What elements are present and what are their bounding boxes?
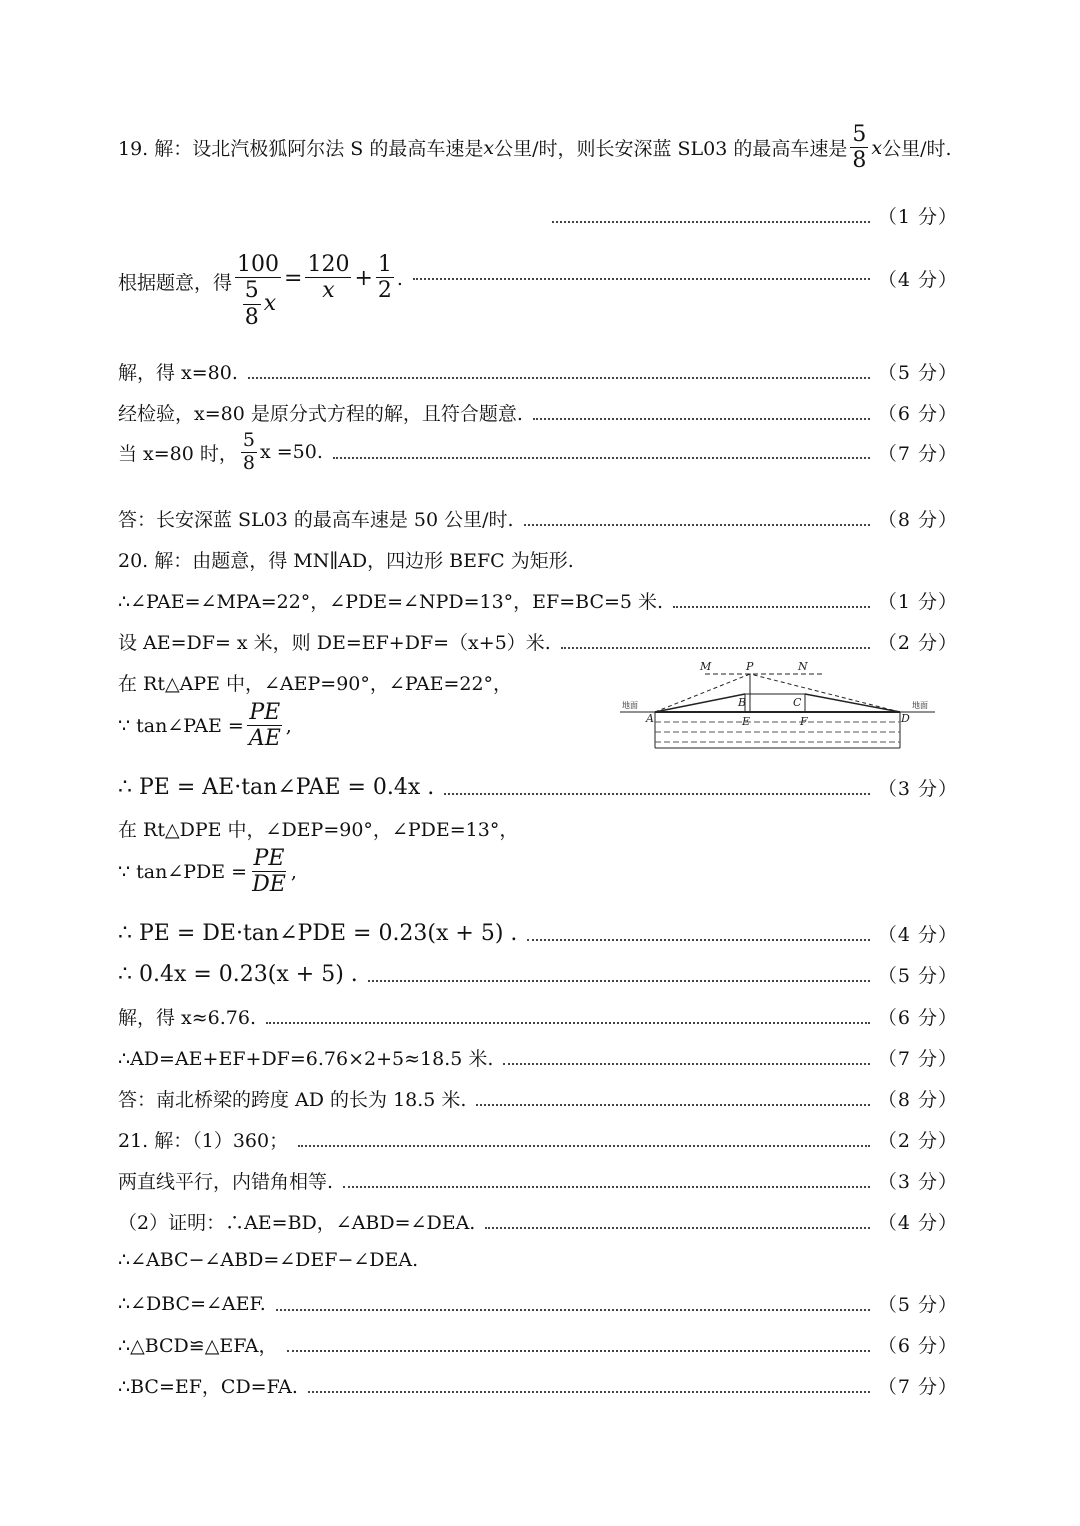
q21-line1	[118, 1126, 958, 1153]
fraction-5-8	[241, 430, 257, 475]
frac-120-over-x	[305, 252, 351, 304]
score: （1 分）	[877, 591, 958, 613]
label-n: N	[798, 660, 808, 673]
bridge-figure	[620, 656, 935, 756]
q20-line11	[118, 1003, 958, 1030]
fraction-pe-ae	[247, 700, 283, 752]
step-text: ∴ PE = DE·tan∠PDE = 0.23(x + 5) .	[118, 921, 518, 946]
inner-denominator: 8	[244, 304, 259, 330]
step-text: ∴∠PAE=∠MPA=22°，∠PDE=∠NPD=13°，EF=BC=5 米.	[118, 591, 664, 613]
dot-leader	[444, 793, 870, 795]
dot-leader	[298, 1145, 870, 1147]
score: （8 分）	[877, 509, 958, 531]
score: （4 分）	[877, 269, 958, 292]
label-f: F	[800, 715, 808, 728]
fraction-numerator: 5	[242, 429, 255, 451]
q20-line5	[118, 700, 292, 752]
score: （5 分）	[877, 362, 958, 384]
step-text: ∴△BCD≌△EFA，	[118, 1335, 278, 1357]
period: .	[396, 268, 403, 290]
score: （7 分）	[877, 1048, 958, 1070]
dot-leader	[308, 1391, 870, 1393]
step-text: （2）证明：∴AE=BD，∠ABD=∠DEA.	[118, 1212, 476, 1234]
q21-line2	[118, 1167, 958, 1194]
q20-line12	[118, 1044, 958, 1071]
q20-line13	[118, 1085, 958, 1112]
denominator-2: 2	[377, 278, 392, 304]
frac-100-over-5-8x	[235, 252, 281, 330]
denominator-5-8x	[238, 278, 278, 330]
step-text: 在 Rt△APE 中，∠AEP=90°，∠PAE=22°，	[118, 673, 513, 695]
q19-var-x2: x	[871, 136, 883, 159]
tan-expression: ∵ tan∠PDE =	[118, 860, 248, 883]
score: （5 分）	[877, 1294, 958, 1316]
fraction-numerator: 5	[852, 122, 867, 147]
q19-line3	[118, 358, 958, 385]
q20-line8	[118, 846, 297, 898]
q19-line4	[118, 399, 958, 426]
fraction-denominator: 8	[242, 451, 255, 474]
dot-leader	[276, 1309, 870, 1311]
label-b: B	[738, 696, 747, 709]
step-text-b: x =50.	[260, 441, 323, 464]
inner-numerator: 5	[244, 278, 259, 304]
step-text: ∴BC=EF，CD=FA.	[118, 1376, 298, 1398]
q20-line2	[118, 587, 958, 614]
score: （4 分）	[877, 924, 958, 946]
step-text: 经检验，x=80 是原分式方程的解，且符合题意.	[118, 403, 523, 425]
q21-line6	[118, 1331, 958, 1358]
step-text: 解，得 x≈6.76.	[118, 1007, 257, 1029]
step-text: ∴∠ABC−∠ABD=∠DEF−∠DEA.	[118, 1249, 419, 1271]
frac-1-2	[376, 252, 394, 304]
dot-leader	[485, 1227, 870, 1229]
label-e: E	[742, 715, 751, 728]
label-d: D	[901, 712, 910, 725]
fraction-denominator: 8	[852, 148, 867, 174]
label-a: A	[646, 712, 654, 725]
answer-text: 答：长安深蓝 SL03 的最高车速是 50 公里/时.	[118, 509, 514, 531]
q19-equation-line	[118, 252, 958, 330]
numerator-1: 1	[377, 252, 392, 277]
q20-line1	[118, 546, 574, 573]
label-c: C	[793, 696, 802, 709]
step-text: 在 Rt△DPE 中，∠DEP=90°，∠PDE=13°，	[118, 819, 519, 841]
q20-line4	[118, 669, 512, 696]
q19-fraction-5-8	[850, 122, 868, 174]
step-text: 两直线平行，内错角相等.	[118, 1171, 334, 1193]
dot-leader	[248, 377, 870, 379]
inner-fraction	[243, 278, 261, 330]
dot-leader	[561, 647, 870, 649]
score: （1 分）	[877, 206, 958, 228]
step-text: 设 AE=DF= x 米，则 DE=EF+DF=（x+5）米.	[118, 632, 551, 654]
q19-var-x: x	[483, 136, 495, 159]
q19-text-a: 19. 解：设北汽极狐阿尔法 S 的最高车速是	[118, 138, 484, 161]
step-text-a: 当 x=80 时，	[118, 442, 238, 465]
score: （6 分）	[877, 1335, 958, 1357]
dot-leader	[413, 278, 870, 280]
comma: ,	[290, 860, 297, 883]
inner-var-x: x	[263, 291, 277, 317]
label-ground-left: 地面	[622, 701, 638, 710]
dot-leader	[476, 1104, 869, 1106]
dot-leader	[287, 1350, 869, 1352]
q19-equation	[118, 252, 403, 330]
q19-text-b: 公里/时，则长安深蓝 SL03 的最高车速是	[494, 138, 848, 161]
dot-leader	[333, 457, 870, 459]
score: （7 分）	[877, 442, 958, 465]
fraction-denominator: DE	[252, 872, 286, 898]
q20-line9	[118, 920, 958, 947]
score: （5 分）	[877, 965, 958, 987]
label-ground-right: 地面	[912, 701, 928, 710]
q20-line10	[118, 961, 958, 988]
q21-line5	[118, 1290, 958, 1317]
dot-leader	[552, 221, 870, 223]
equation-intro: 根据题意，得	[118, 272, 233, 294]
step-text: ∴ 0.4x = 0.23(x + 5) .	[118, 962, 358, 987]
score: （2 分）	[877, 1130, 958, 1152]
numerator-120: 120	[307, 252, 350, 277]
fraction-numerator: PE	[249, 700, 281, 725]
dot-leader	[368, 980, 870, 982]
q20-line6	[118, 774, 958, 801]
label-m: M	[700, 660, 712, 673]
fraction-numerator: PE	[253, 846, 285, 871]
plus-sign: +	[354, 266, 373, 291]
q19-text-c: 公里/时.	[882, 138, 952, 161]
label-p: P	[746, 660, 754, 673]
q19-line1	[118, 122, 952, 174]
q19-line5	[118, 430, 958, 475]
score: （3 分）	[877, 778, 958, 800]
step-text: 解，得 x=80.	[118, 362, 238, 384]
q19-score1-line	[552, 202, 958, 229]
dot-leader	[266, 1022, 870, 1024]
dot-leader	[527, 939, 869, 941]
q21-line7	[118, 1372, 958, 1399]
dot-leader	[503, 1063, 869, 1065]
step-text	[118, 430, 323, 475]
fraction-denominator: AE	[248, 726, 281, 752]
step-text: 20. 解：由题意，得 MN∥AD，四边形 BEFC 为矩形.	[118, 550, 574, 572]
dot-leader	[533, 418, 870, 420]
comma: ,	[285, 714, 292, 737]
score: （6 分）	[877, 1007, 958, 1029]
q21-line3	[118, 1208, 958, 1235]
q20-line7	[118, 815, 518, 842]
score: （3 分）	[877, 1171, 958, 1193]
score: （6 分）	[877, 403, 958, 425]
dot-leader	[343, 1186, 870, 1188]
score: （2 分）	[877, 632, 958, 654]
q19-line6	[118, 505, 958, 532]
bridge-diagram	[620, 656, 935, 756]
answer-text: 答：南北桥梁的跨度 AD 的长为 18.5 米.	[118, 1089, 467, 1111]
fraction-pe-de	[250, 846, 288, 898]
score: （4 分）	[877, 1212, 958, 1234]
step-text: ∴AD=AE+EF+DF=6.76×2+5≈18.5 米.	[118, 1048, 494, 1070]
step-text: 21. 解：（1）360；	[118, 1130, 289, 1152]
equals-sign: =	[284, 266, 303, 291]
score: （8 分）	[877, 1089, 958, 1111]
tan-expression: ∵ tan∠PAE =	[118, 714, 244, 737]
q20-line3	[118, 628, 958, 655]
denominator-x: x	[322, 278, 335, 304]
dot-leader	[524, 524, 870, 526]
score: （7 分）	[877, 1376, 958, 1398]
dot-leader	[673, 606, 870, 608]
q21-line4	[118, 1249, 418, 1271]
step-text: ∴ PE = AE·tan∠PAE = 0.4x .	[118, 775, 435, 800]
numerator-100: 100	[237, 252, 280, 277]
step-text: ∴∠DBC=∠AEF.	[118, 1292, 266, 1315]
